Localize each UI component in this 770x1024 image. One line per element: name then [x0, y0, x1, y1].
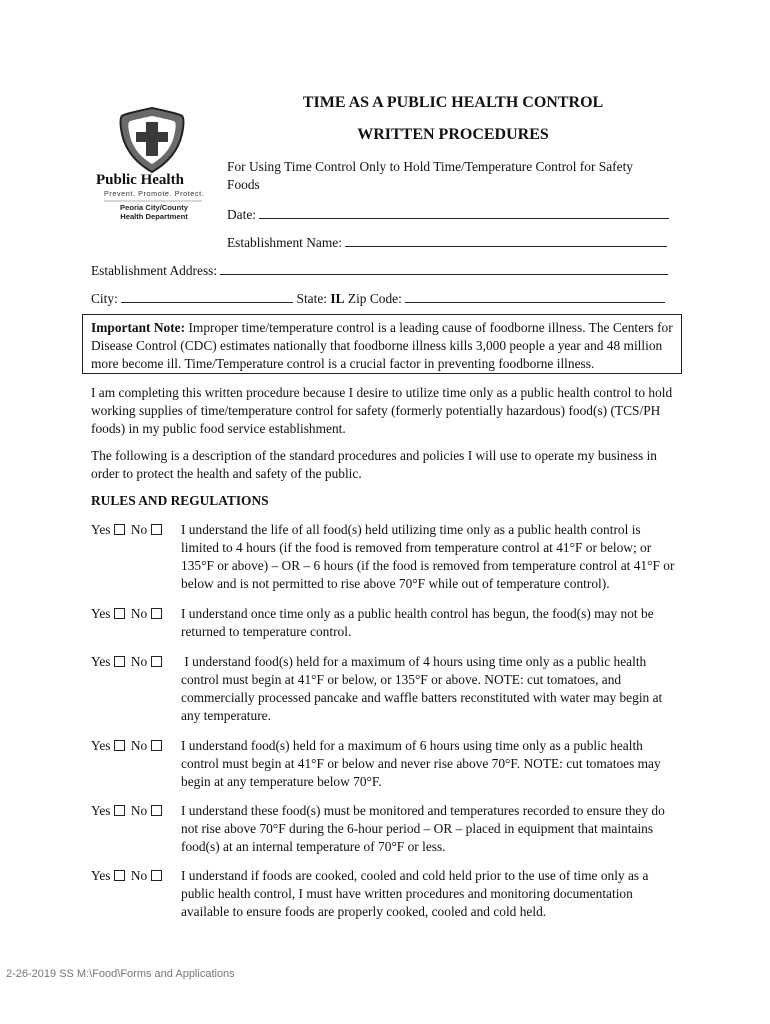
yes-label: Yes: [91, 868, 111, 883]
zip-field[interactable]: [405, 289, 665, 303]
rule-text-6: I understand if foods are cooked, cooled and cold held prior to the use of time only as a public health control, I must have written procedures and monitoring documentation available to ensure foods are properly cooked, cooled and cold held.: [181, 868, 649, 919]
rule-text-5: I understand these food(s) must be monitored and temperatures recorded to ensure they do not rise above 70°F during the 6-hour period – OR – placed in equipment that maintains food(s) at an internal temperature of 70°F or less.: [181, 803, 665, 854]
yes-label: Yes: [91, 738, 111, 753]
rule-text-3: I understand food(s) held for a maximum of 4 hours using time only as a public health control must begin at 41°F or below, or 135°F or above. NOTE: cut tomatoes, and commercially processed pancake and waffle batters reconstituted with water may begin at any temperature.: [181, 654, 666, 723]
intro-paragraph-1: I am completing this written procedure because I desire to utilize time only as a public health control to hold working supplies of time/temperature control for safety (formerly potentially hazardous) food(s) (TCS/PH foods) in my public food service establishment.: [91, 385, 673, 436]
important-note-label: Important Note:: [91, 320, 186, 335]
no-checkbox-1[interactable]: [151, 524, 162, 535]
important-note-box: [82, 314, 682, 374]
city-field[interactable]: [121, 289, 293, 303]
shield-cross-icon: [94, 104, 210, 222]
no-label: No: [130, 606, 148, 621]
no-label: No: [130, 738, 148, 753]
city-label: City:: [91, 291, 118, 306]
yes-no-choice-6: [91, 867, 164, 885]
city-state-zip-row: [91, 289, 681, 308]
logo-dept-line2: Health Department: [120, 212, 188, 221]
establishment-address-label: Establishment Address:: [91, 263, 218, 278]
no-label: No: [130, 868, 148, 883]
no-checkbox-4[interactable]: [151, 740, 162, 751]
logo-org-name: Public Health: [96, 172, 184, 188]
important-note-text: Improper time/temperature control is a leading cause of foodborne illness. The Centers for Disease Control (CDC) estimates nationally that foodborne illness kills 3,000 people a year and 48 million more become ill. Time/Temperature control is a crucial factor in preventing foodborne illness.: [91, 320, 673, 371]
date-field[interactable]: [259, 205, 669, 219]
yes-label: Yes: [91, 606, 111, 621]
document-subtitle: WRITTEN PROCEDURES: [357, 126, 549, 143]
state-label: State:: [296, 291, 328, 306]
yes-checkbox-2[interactable]: [114, 608, 125, 619]
rule-text-2: I understand once time only as a public health control has begun, the food(s) may not be returned to temperature control.: [181, 606, 654, 639]
rule-text-4: I understand food(s) held for a maximum of 6 hours using time only as a public health control must begin at 41°F or below and never rise above 70°F. NOTE: cut tomatoes may begin at any temperature below 70°F.: [181, 738, 661, 789]
yes-checkbox-5[interactable]: [114, 805, 125, 816]
logo-dept-line1: Peoria City/County: [120, 203, 188, 212]
yes-no-choice-4: [91, 737, 164, 755]
zip-label: Zip Code:: [347, 291, 402, 306]
no-checkbox-2[interactable]: [151, 608, 162, 619]
yes-checkbox-6[interactable]: [114, 870, 125, 881]
yes-no-choice-1: [91, 521, 164, 539]
no-checkbox-5[interactable]: [151, 805, 162, 816]
rule-text-1: I understand the life of all food(s) held utilizing time only as a public health control is limited to 4 hours (if the food is removed from temperature control at 41°F or below; or 135°F or above) – OR – 6 hours (if the food is removed from temperature control at 41°F or below and is not permitted to rise above 70°F while out of temperature control).: [181, 522, 675, 591]
yes-no-choice-3: [91, 653, 164, 671]
date-row: [227, 205, 679, 224]
yes-checkbox-3[interactable]: [114, 656, 125, 667]
establishment-address-field[interactable]: [220, 261, 668, 275]
establishment-address-row: [91, 261, 681, 280]
yes-no-choice-2: [91, 605, 164, 623]
no-checkbox-6[interactable]: [151, 870, 162, 881]
no-checkbox-3[interactable]: [151, 656, 162, 667]
public-health-logo: [94, 104, 210, 222]
rules-heading: RULES AND REGULATIONS: [91, 493, 269, 508]
yes-no-choice-5: [91, 802, 164, 820]
yes-label: Yes: [91, 522, 111, 537]
document-title: TIME AS A PUBLIC HEALTH CONTROL: [302, 94, 604, 111]
yes-checkbox-1[interactable]: [114, 524, 125, 535]
state-value: IL: [330, 291, 345, 306]
establishment-name-label: Establishment Name:: [227, 235, 342, 250]
no-label: No: [130, 654, 148, 669]
no-label: No: [130, 522, 148, 537]
logo-tagline: Prevent. Promote. Protect.: [104, 189, 205, 198]
footer-text: 2-26-2019 SS M:\Food\Forms and Applications: [6, 968, 235, 980]
establishment-name-row: [227, 233, 679, 252]
intro-paragraph-2: The following is a description of the standard procedures and policies I will use to operate my business in order to protect the health and safety of the public.: [91, 448, 657, 481]
establishment-name-field[interactable]: [345, 233, 667, 247]
yes-label: Yes: [91, 654, 111, 669]
purpose-text: For Using Time Control Only to Hold Time/Temperature Control for Safety Foods: [227, 159, 633, 192]
yes-label: Yes: [91, 803, 111, 818]
yes-checkbox-4[interactable]: [114, 740, 125, 751]
date-label: Date:: [227, 207, 256, 222]
no-label: No: [130, 803, 148, 818]
